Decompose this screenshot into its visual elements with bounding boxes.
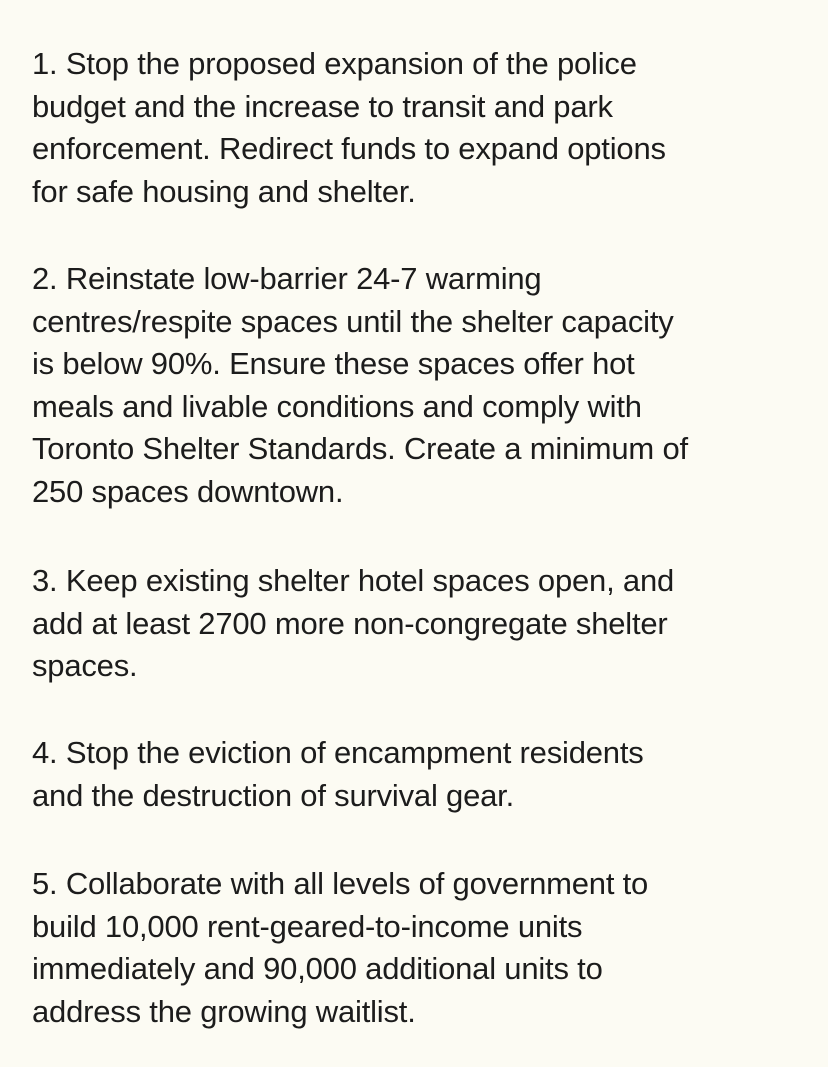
demand-line: 3. Keep existing shelter hotel spaces open, and (32, 563, 675, 598)
demand-line: 5. Collaborate with all levels of government to (32, 866, 649, 901)
demand-line: address the growing waitlist. (32, 993, 416, 1029)
demand-3 (32, 560, 674, 688)
demand-line: immediately and 90,000 additional units to (32, 951, 603, 986)
demand-line: for safe housing and shelter. (32, 173, 416, 209)
demand-line: and the destruction of survival gear. (32, 777, 515, 813)
demand-4 (32, 732, 644, 817)
demand-line: build 10,000 rent-geared-to-income units (32, 908, 583, 944)
demand-1 (32, 43, 666, 213)
demand-line: centres/respite spaces until the shelter capacity (32, 303, 674, 339)
demand-line: meals and livable conditions and comply with (32, 388, 642, 424)
demand-line: budget and the increase to transit and park (32, 88, 613, 124)
demand-line: enforcement. Redirect funds to expand options (32, 131, 666, 166)
demand-line: spaces. (32, 648, 138, 683)
demand-line: 1. Stop the proposed expansion of the police (32, 46, 637, 81)
demand-line: 250 spaces downtown. (32, 473, 344, 509)
demand-line: Toronto Shelter Standards. Create a minimum of (32, 431, 688, 466)
demand-line: 4. Stop the eviction of encampment residents (32, 735, 644, 770)
demand-line: 2. Reinstate low-barrier 24-7 warming (32, 261, 542, 296)
demand-line: add at least 2700 more non-congregate shelter (32, 605, 668, 641)
demand-5 (32, 863, 648, 1033)
demand-line: is below 90%. Ensure these spaces offer hot (32, 346, 635, 381)
demand-2 (32, 258, 688, 513)
